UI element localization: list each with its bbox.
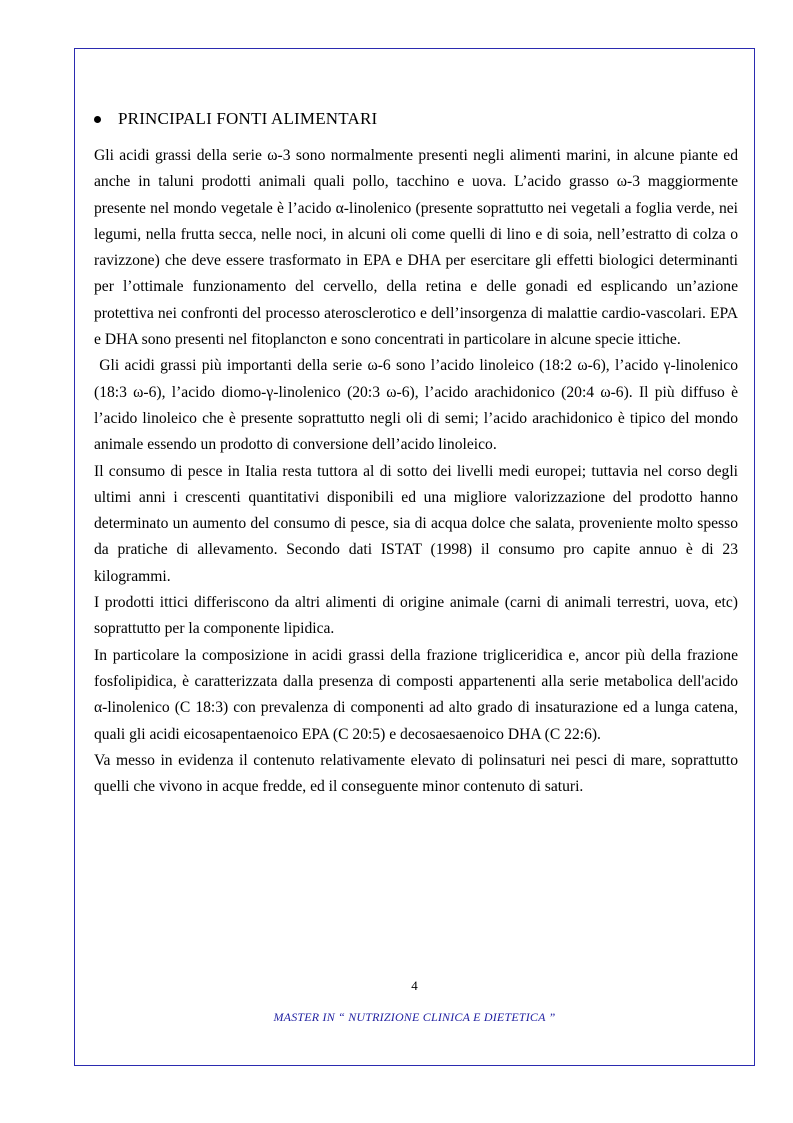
footer-master-title: MASTER IN “ NUTRIZIONE CLINICA E DIETETICA ” (273, 1010, 556, 1024)
paragraph: Gli acidi grassi più importanti della serie ω-6 sono l’acido linoleico (18:2 ω-6), l’acido γ-linolenico (18:3 ω-6), l’acido diomo-γ-linolenico (20:3 ω-6), l’acido arachidonico (20:4 ω-6). Il più diffuso è l’acido linoleico che è presente soprattutto negli oli di semi; l’acido arachidonico è tipico del mondo animale essendo un prodotto di conversione dell’acido linoleico. (94, 357, 742, 454)
paragraph: Gli acidi grassi della serie ω-3 sono normalmente presenti negli alimenti marini, in alcune piante ed anche in taluni prodotti animali quali pollo, tacchino e uova. L’acido grasso ω-3 maggiormente presente nel mondo vegetale è l’acido α-linolenico (presente soprattutto nei vegetali a foglia verde, nei legumi, nella frutta secca, nelle noci, in alcuni oli come quelli di lino e di soia, nell’estratto di colza o ravizzone) che deve essere trasformato in EPA e DHA per esercitare gli effetti biologici determinanti per l’ottimale funzionamento del cervello, della retina e delle gonadi ed esplicando un’azione protettiva nei confronti del processo aterosclerotico e dell’insorgenza di malattie cardio-vascolari. EPA e DHA sono presenti nel fitoplancton e sono concentrati in particolare in alcune specie ittiche. (94, 147, 738, 349)
section-heading-text: PRINCIPALI FONTI ALIMENTARI (118, 109, 378, 128)
bullet-icon (94, 116, 101, 123)
paragraph: In particolare la composizione in acidi grassi della frazione trigliceridica e, ancor più della frazione fosfolipidica, è caratterizzata dalla presenza di composti appartenenti alla serie metabolica dell'acido α-linolenico (C 18:3) con prevalenza di componenti ad alto grado di insaturazione ed a lunga catena, quali gli acidi eicosapentaenoico EPA (C 20:5) e decosaesaenoico DHA (C 22:6). (94, 646, 738, 743)
paragraph: Il consumo di pesce in Italia resta tuttora al di sotto dei livelli medi europei; tuttavia nel corso degli ultimi anni i crescenti quantitativi disponibili ed una migliore valorizzazione del prodotto hanno determinato un aumento del consumo di pesce, sia di acqua dolce che salata, proveniente molto spesso da pratiche di allevamento. Secondo dati ISTAT (1998) il consumo pro capite annuo è di 23 kilogrammi. (94, 462, 738, 585)
paragraph: I prodotti ittici differiscono da altri alimenti di origine animale (carni di animali terrestri, uova, etc) soprattutto per la componente lipidica. (94, 594, 738, 638)
section-heading (94, 109, 377, 129)
page-number: 4 (411, 978, 418, 993)
body-text (94, 143, 742, 800)
paragraph: Va messo in evidenza il contenuto relativamente elevato di polinsaturi nei pesci di mare, soprattutto quelli che vivono in acque fredde, ed il conseguente minor contenuto di saturi. (94, 751, 738, 796)
